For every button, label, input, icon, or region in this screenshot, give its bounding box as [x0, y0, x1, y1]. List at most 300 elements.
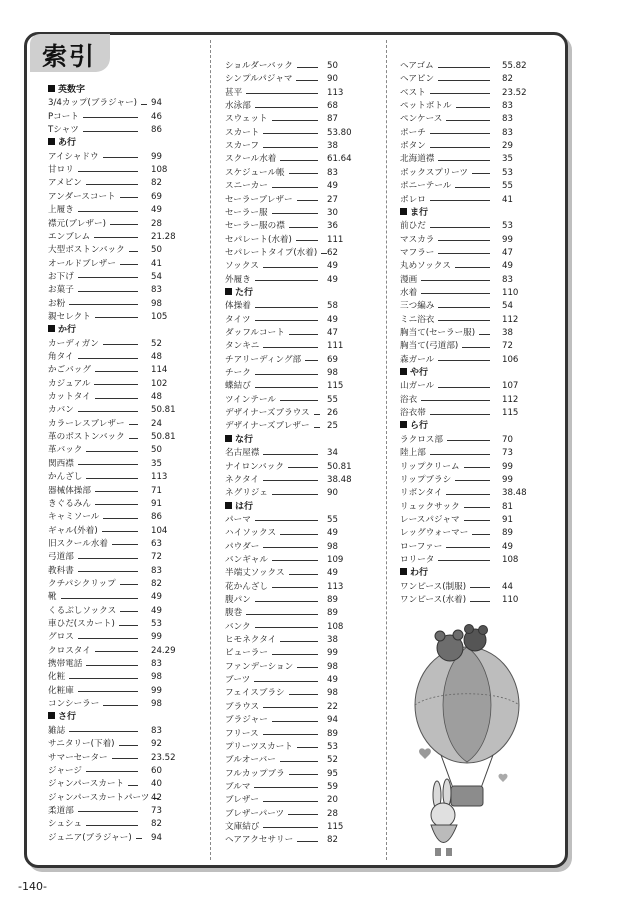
index-entry — [48, 498, 191, 511]
entry-page-number: 49 — [151, 205, 162, 216]
entry-page-number: 41 — [502, 194, 513, 205]
index-entry — [225, 567, 367, 580]
entry-term: スウェット — [225, 114, 268, 125]
leader-line — [255, 520, 318, 521]
entry-term: 雑誌 — [48, 725, 66, 736]
section-heading-label: ら行 — [410, 421, 429, 432]
section-heading — [48, 711, 76, 724]
entry-page-number: 98 — [327, 661, 338, 672]
section-heading — [400, 567, 428, 580]
index-entry — [48, 351, 191, 364]
leader-line — [255, 627, 318, 628]
leader-line — [78, 411, 138, 412]
index-entry — [48, 311, 191, 324]
leader-line — [78, 171, 138, 172]
index-entry — [48, 832, 191, 845]
leader-line — [78, 464, 138, 465]
entry-term: 弓道部 — [48, 552, 74, 563]
entry-page-number: 72 — [151, 552, 162, 563]
index-entry — [48, 645, 191, 658]
title-tab — [30, 34, 110, 72]
index-entry — [400, 514, 542, 527]
leader-line — [430, 414, 490, 415]
index-entry — [225, 701, 367, 714]
leader-line — [255, 107, 318, 108]
section-heading-label: あ行 — [58, 138, 77, 149]
leader-line — [263, 133, 318, 134]
entry-term: フリース — [225, 728, 259, 739]
index-entry — [225, 514, 367, 527]
entry-page-number: 82 — [327, 835, 338, 846]
entry-term: キャミソール — [48, 512, 100, 523]
leader-line — [83, 117, 138, 118]
index-entry — [400, 73, 542, 86]
leader-line — [314, 414, 320, 415]
page-number: -140- — [18, 880, 47, 893]
index-entry — [48, 124, 191, 137]
leader-line — [280, 160, 318, 161]
entry-page-number: 98 — [327, 541, 338, 552]
entry-term: 名古屋襟 — [225, 448, 260, 459]
entry-term: ミニ浴衣 — [400, 314, 435, 325]
entry-term: バンギャル — [225, 554, 268, 565]
entry-term: 靴 — [48, 592, 57, 603]
entry-page-number: 83 — [151, 659, 162, 670]
index-entry — [225, 554, 367, 567]
index-entry — [225, 594, 367, 607]
index-entry — [48, 658, 191, 671]
index-entry — [225, 87, 367, 100]
leader-line — [297, 67, 318, 68]
index-entry — [48, 778, 191, 791]
index-entry — [400, 140, 542, 153]
leader-line — [462, 347, 490, 348]
entry-term: ポニーテール — [400, 181, 452, 192]
index-entry — [225, 728, 367, 741]
entry-page-number: 54 — [502, 301, 513, 312]
entry-page-number: 38.48 — [502, 488, 527, 499]
entry-term: 旧スクール水着 — [48, 538, 108, 549]
entry-page-number: 38.48 — [327, 474, 352, 485]
leader-line — [86, 184, 138, 185]
entry-term: ワンピース(制服) — [400, 581, 467, 592]
leader-line — [119, 625, 138, 626]
index-entry — [400, 100, 542, 113]
entry-page-number: 59 — [327, 781, 338, 792]
index-entry — [48, 391, 191, 404]
leader-line — [297, 841, 318, 842]
entry-page-number: 53 — [151, 619, 162, 629]
entry-page-number: 94 — [151, 98, 162, 109]
index-entry — [225, 834, 367, 847]
entry-page-number: 82 — [502, 74, 513, 85]
leader-line — [95, 651, 138, 652]
index-entry — [225, 367, 367, 380]
leader-line — [263, 454, 318, 455]
entry-page-number: 50.81 — [151, 432, 176, 443]
leader-line — [129, 438, 138, 439]
leader-line — [263, 707, 318, 708]
entry-term: 胸当て(セーラー服) — [400, 328, 476, 338]
entry-page-number: 83 — [502, 101, 513, 112]
entry-page-number: 69 — [151, 191, 162, 202]
entry-term: ナイロンバック — [225, 461, 284, 472]
entry-term: セパレートタイプ(水着) — [225, 247, 318, 258]
entry-page-number: 99 — [502, 234, 513, 245]
entry-term: ハイソックス — [225, 528, 277, 539]
entry-page-number: 49 — [502, 261, 513, 272]
entry-page-number: 113 — [327, 87, 344, 98]
leader-line — [263, 547, 318, 548]
entry-page-number: 53 — [502, 167, 513, 178]
entry-page-number: 87 — [327, 114, 338, 125]
entry-term: ジャンパースカート — [48, 779, 125, 790]
entry-term: 森ガール — [400, 354, 435, 365]
entry-term: タンキニ — [225, 341, 260, 352]
index-entry — [48, 258, 191, 271]
entry-page-number: 111 — [327, 234, 344, 245]
leader-line — [464, 467, 490, 468]
entry-page-number: 90 — [327, 74, 338, 85]
index-entry — [225, 380, 367, 393]
entry-term: セーラー服の襟 — [225, 221, 285, 232]
leader-line — [86, 478, 138, 479]
index-entry — [225, 447, 367, 460]
entry-page-number: 83 — [502, 274, 513, 285]
entry-page-number: 60 — [151, 765, 162, 776]
leader-line — [430, 227, 490, 228]
entry-page-number: 47 — [502, 247, 513, 258]
entry-term: リップブラシ — [400, 474, 452, 485]
leader-line — [272, 187, 318, 188]
index-entry — [48, 458, 191, 471]
entry-term: デザイナーズブレザー — [225, 421, 310, 432]
entry-page-number: 26 — [327, 408, 338, 419]
entry-page-number: 28 — [327, 808, 338, 819]
entry-page-number: 30 — [327, 207, 338, 218]
leader-line — [95, 504, 138, 505]
leader-line — [296, 80, 318, 81]
entry-term: 丸めソックス — [400, 261, 451, 272]
entry-page-number: 62 — [327, 247, 338, 258]
leader-line — [438, 307, 490, 308]
entry-page-number: 83 — [327, 167, 338, 178]
entry-term: 陸上部 — [400, 448, 426, 459]
entry-page-number: 95 — [327, 768, 338, 779]
entry-page-number: 91 — [502, 514, 513, 525]
leader-line — [263, 827, 318, 828]
entry-term: 浴衣 — [400, 394, 418, 405]
entry-page-number: 70 — [502, 434, 513, 445]
index-entry — [48, 725, 191, 738]
square-bullet-icon — [400, 568, 407, 575]
entry-page-number: 98 — [327, 688, 338, 699]
entry-term: グロス — [48, 632, 74, 643]
index-entry — [225, 274, 367, 287]
entry-term: 車ひだ(スカート) — [48, 619, 115, 629]
entry-term: ネグリジェ — [225, 488, 268, 499]
section-heading-label: な行 — [235, 434, 254, 445]
leader-line — [272, 654, 318, 655]
column-divider — [210, 40, 211, 860]
entry-term: お粉 — [48, 298, 66, 309]
entry-page-number: 82 — [151, 578, 162, 589]
entry-term: カバン — [48, 405, 74, 416]
entry-term: チーク — [225, 368, 251, 379]
entry-page-number: 105 — [151, 311, 168, 322]
index-entry — [225, 754, 367, 767]
entry-term: 親セレクト — [48, 311, 91, 322]
section-heading — [225, 434, 253, 447]
entry-page-number: 106 — [502, 354, 519, 365]
leader-line — [438, 67, 490, 68]
index-entry — [225, 220, 367, 233]
entry-term: クロスタイ — [48, 645, 91, 656]
entry-term: 胸当て(弓道部) — [400, 341, 459, 352]
leader-line — [305, 360, 318, 361]
index-entry — [225, 194, 367, 207]
index-entry — [225, 153, 367, 166]
index-entry — [48, 284, 191, 297]
entry-term: ジュニア(ブラジャー) — [48, 832, 132, 843]
leader-line — [421, 293, 490, 294]
leader-line — [255, 307, 318, 308]
entry-term: きぐるみん — [48, 498, 91, 509]
index-entry — [48, 231, 191, 244]
index-entry — [400, 487, 542, 500]
entry-term: ショルダーバック — [225, 61, 293, 71]
index-entry — [48, 431, 191, 444]
entry-term: 器械体操部 — [48, 485, 91, 496]
entry-page-number: 98 — [151, 699, 162, 710]
entry-page-number: 41 — [151, 258, 162, 269]
leader-line — [103, 157, 138, 158]
entry-page-number: 55 — [327, 514, 338, 525]
entry-page-number: 108 — [502, 554, 519, 565]
index-entry — [225, 407, 367, 420]
leader-line — [438, 320, 490, 321]
leader-line — [69, 678, 138, 679]
entry-page-number: 73 — [151, 805, 162, 816]
entry-term: スカーフ — [225, 141, 259, 152]
index-entry — [400, 153, 542, 166]
leader-line — [438, 240, 490, 241]
entry-term: Tシャツ — [48, 125, 79, 136]
index-entry — [400, 394, 542, 407]
entry-page-number: 28 — [151, 218, 162, 229]
index-entry — [225, 581, 367, 594]
hot-air-balloon — [415, 647, 519, 806]
leader-line — [289, 774, 318, 775]
leader-line — [438, 560, 490, 561]
index-entry — [225, 300, 367, 313]
index-entry — [48, 698, 191, 711]
entry-term: オールドブレザー — [48, 258, 116, 269]
entry-page-number: 98 — [327, 368, 338, 379]
entry-page-number: 81 — [502, 501, 513, 512]
leader-line — [255, 374, 318, 375]
section-heading — [48, 324, 76, 337]
leader-line — [263, 347, 318, 348]
index-entry — [400, 194, 542, 207]
leader-line — [69, 731, 138, 732]
leader-line — [438, 387, 490, 388]
leader-line — [103, 705, 138, 706]
entry-term: パーマ — [225, 514, 251, 525]
leader-line — [120, 197, 138, 198]
entry-term: 3/4カップ(ブラジャー) — [48, 98, 138, 109]
leader-line — [455, 187, 490, 188]
entry-term: 化粧 — [48, 672, 66, 683]
entry-page-number: 92 — [151, 739, 162, 750]
leader-line — [288, 814, 318, 815]
entry-term: ビューラー — [225, 648, 268, 659]
index-entry — [225, 461, 367, 474]
leader-line — [78, 691, 138, 692]
entry-term: 三つ編み — [400, 301, 435, 312]
entry-term: ボタン — [400, 141, 426, 152]
entry-term: ラクロス部 — [400, 434, 443, 445]
index-entry — [400, 594, 542, 607]
index-entry — [400, 380, 542, 393]
index-entry — [400, 113, 542, 126]
entry-page-number: 49 — [327, 528, 338, 539]
entry-term: チアリーディング部 — [225, 354, 302, 365]
leader-line — [280, 641, 318, 642]
entry-term: ソックス — [225, 261, 259, 272]
entry-page-number: 44 — [502, 581, 513, 592]
index-entry — [48, 164, 191, 177]
entry-page-number: 115 — [327, 821, 344, 832]
leader-line — [430, 147, 490, 148]
entry-term: 浴衣帯 — [400, 408, 426, 419]
entry-page-number: 55 — [327, 394, 338, 405]
entry-page-number: 50.81 — [151, 405, 176, 416]
index-entry — [400, 434, 542, 447]
entry-page-number: 82 — [151, 178, 162, 189]
entry-term: ベスト — [400, 87, 426, 98]
entry-page-number: 63 — [151, 538, 162, 549]
index-entry — [400, 407, 542, 420]
column-divider — [386, 40, 387, 860]
entry-page-number: 47 — [327, 328, 338, 338]
entry-page-number: 23.52 — [502, 87, 527, 98]
leader-line — [254, 681, 318, 682]
entry-page-number: 40 — [151, 779, 162, 790]
leader-line — [272, 560, 318, 561]
index-entry — [225, 207, 367, 220]
index-entry — [400, 527, 542, 540]
leader-line — [272, 721, 318, 722]
leader-line — [78, 211, 138, 212]
entry-term: 上履き — [48, 205, 74, 216]
leader-line — [78, 277, 138, 278]
entry-page-number: 50 — [151, 445, 162, 456]
leader-line — [446, 547, 490, 548]
index-entry — [48, 805, 191, 818]
entry-page-number: 83 — [502, 127, 513, 138]
index-entry — [225, 354, 367, 367]
entry-term: ブラウス — [225, 701, 260, 712]
entry-page-number: 111 — [327, 341, 344, 352]
entry-term: カーディガン — [48, 338, 99, 349]
entry-page-number: 86 — [151, 512, 162, 523]
index-entry — [400, 581, 542, 594]
index-entry — [48, 551, 191, 564]
index-entry — [225, 113, 367, 126]
entry-page-number: 42 — [151, 792, 162, 803]
entry-term: セパレート(水着) — [225, 234, 292, 245]
entry-page-number: 35 — [151, 458, 162, 469]
section-heading-label: 英数字 — [58, 85, 86, 95]
entry-page-number: 89 — [327, 728, 338, 739]
entry-term: 半端丈ソックス — [225, 568, 285, 579]
entry-term: スケジュール帳 — [225, 167, 285, 178]
leader-line — [289, 694, 318, 695]
index-entry — [225, 340, 367, 353]
entry-term: ローファー — [400, 541, 443, 552]
entry-term: アンダースコート — [48, 191, 116, 202]
entry-page-number: 29 — [502, 141, 513, 152]
entry-page-number: 38 — [327, 141, 338, 152]
index-entry — [400, 287, 542, 300]
leader-line — [446, 494, 490, 495]
entry-term: 革のボストンバック — [48, 432, 125, 443]
index-entry — [400, 554, 542, 567]
entry-page-number: 99 — [151, 632, 162, 643]
leader-line — [86, 451, 138, 452]
leader-line — [110, 224, 138, 225]
entry-term: 花かんざし — [225, 581, 268, 592]
entry-term: 革バック — [48, 445, 83, 456]
entry-page-number: 35 — [502, 154, 513, 165]
index-entry — [400, 340, 542, 353]
leader-line — [472, 534, 490, 535]
section-heading — [400, 367, 428, 380]
entry-term: デザイナーズブラウス — [225, 408, 310, 419]
leader-line — [94, 237, 138, 238]
square-bullet-icon — [400, 421, 407, 428]
leader-line — [86, 665, 138, 666]
square-bullet-icon — [48, 325, 55, 332]
entry-term: パウダー — [225, 541, 260, 552]
entry-term: ダッフルコート — [225, 328, 285, 338]
leader-line — [120, 611, 138, 612]
entry-page-number: 53 — [327, 741, 338, 752]
entry-page-number: 52 — [151, 338, 162, 349]
leader-line — [78, 638, 138, 639]
index-entry — [48, 591, 191, 604]
leader-line — [263, 480, 318, 481]
entry-term: ファンデーション — [225, 661, 294, 672]
entry-page-number: 73 — [502, 448, 513, 459]
entry-page-number: 49 — [327, 675, 338, 686]
leader-line — [470, 601, 490, 602]
index-entry — [48, 471, 191, 484]
entry-term: スニーカー — [225, 181, 268, 192]
entry-term: プリーツスカート — [225, 741, 293, 752]
entry-page-number: 108 — [327, 621, 344, 632]
leader-line — [255, 387, 318, 388]
entry-term: スクール水着 — [225, 154, 277, 165]
entry-term: ジャンパースカートパーツ — [48, 792, 150, 803]
leader-line — [280, 761, 318, 762]
index-entry — [225, 327, 367, 340]
entry-term: 前ひだ — [400, 221, 426, 232]
entry-page-number: 110 — [502, 595, 519, 605]
entry-page-number: 68 — [327, 101, 338, 112]
entry-term: レースパジャマ — [400, 514, 460, 525]
